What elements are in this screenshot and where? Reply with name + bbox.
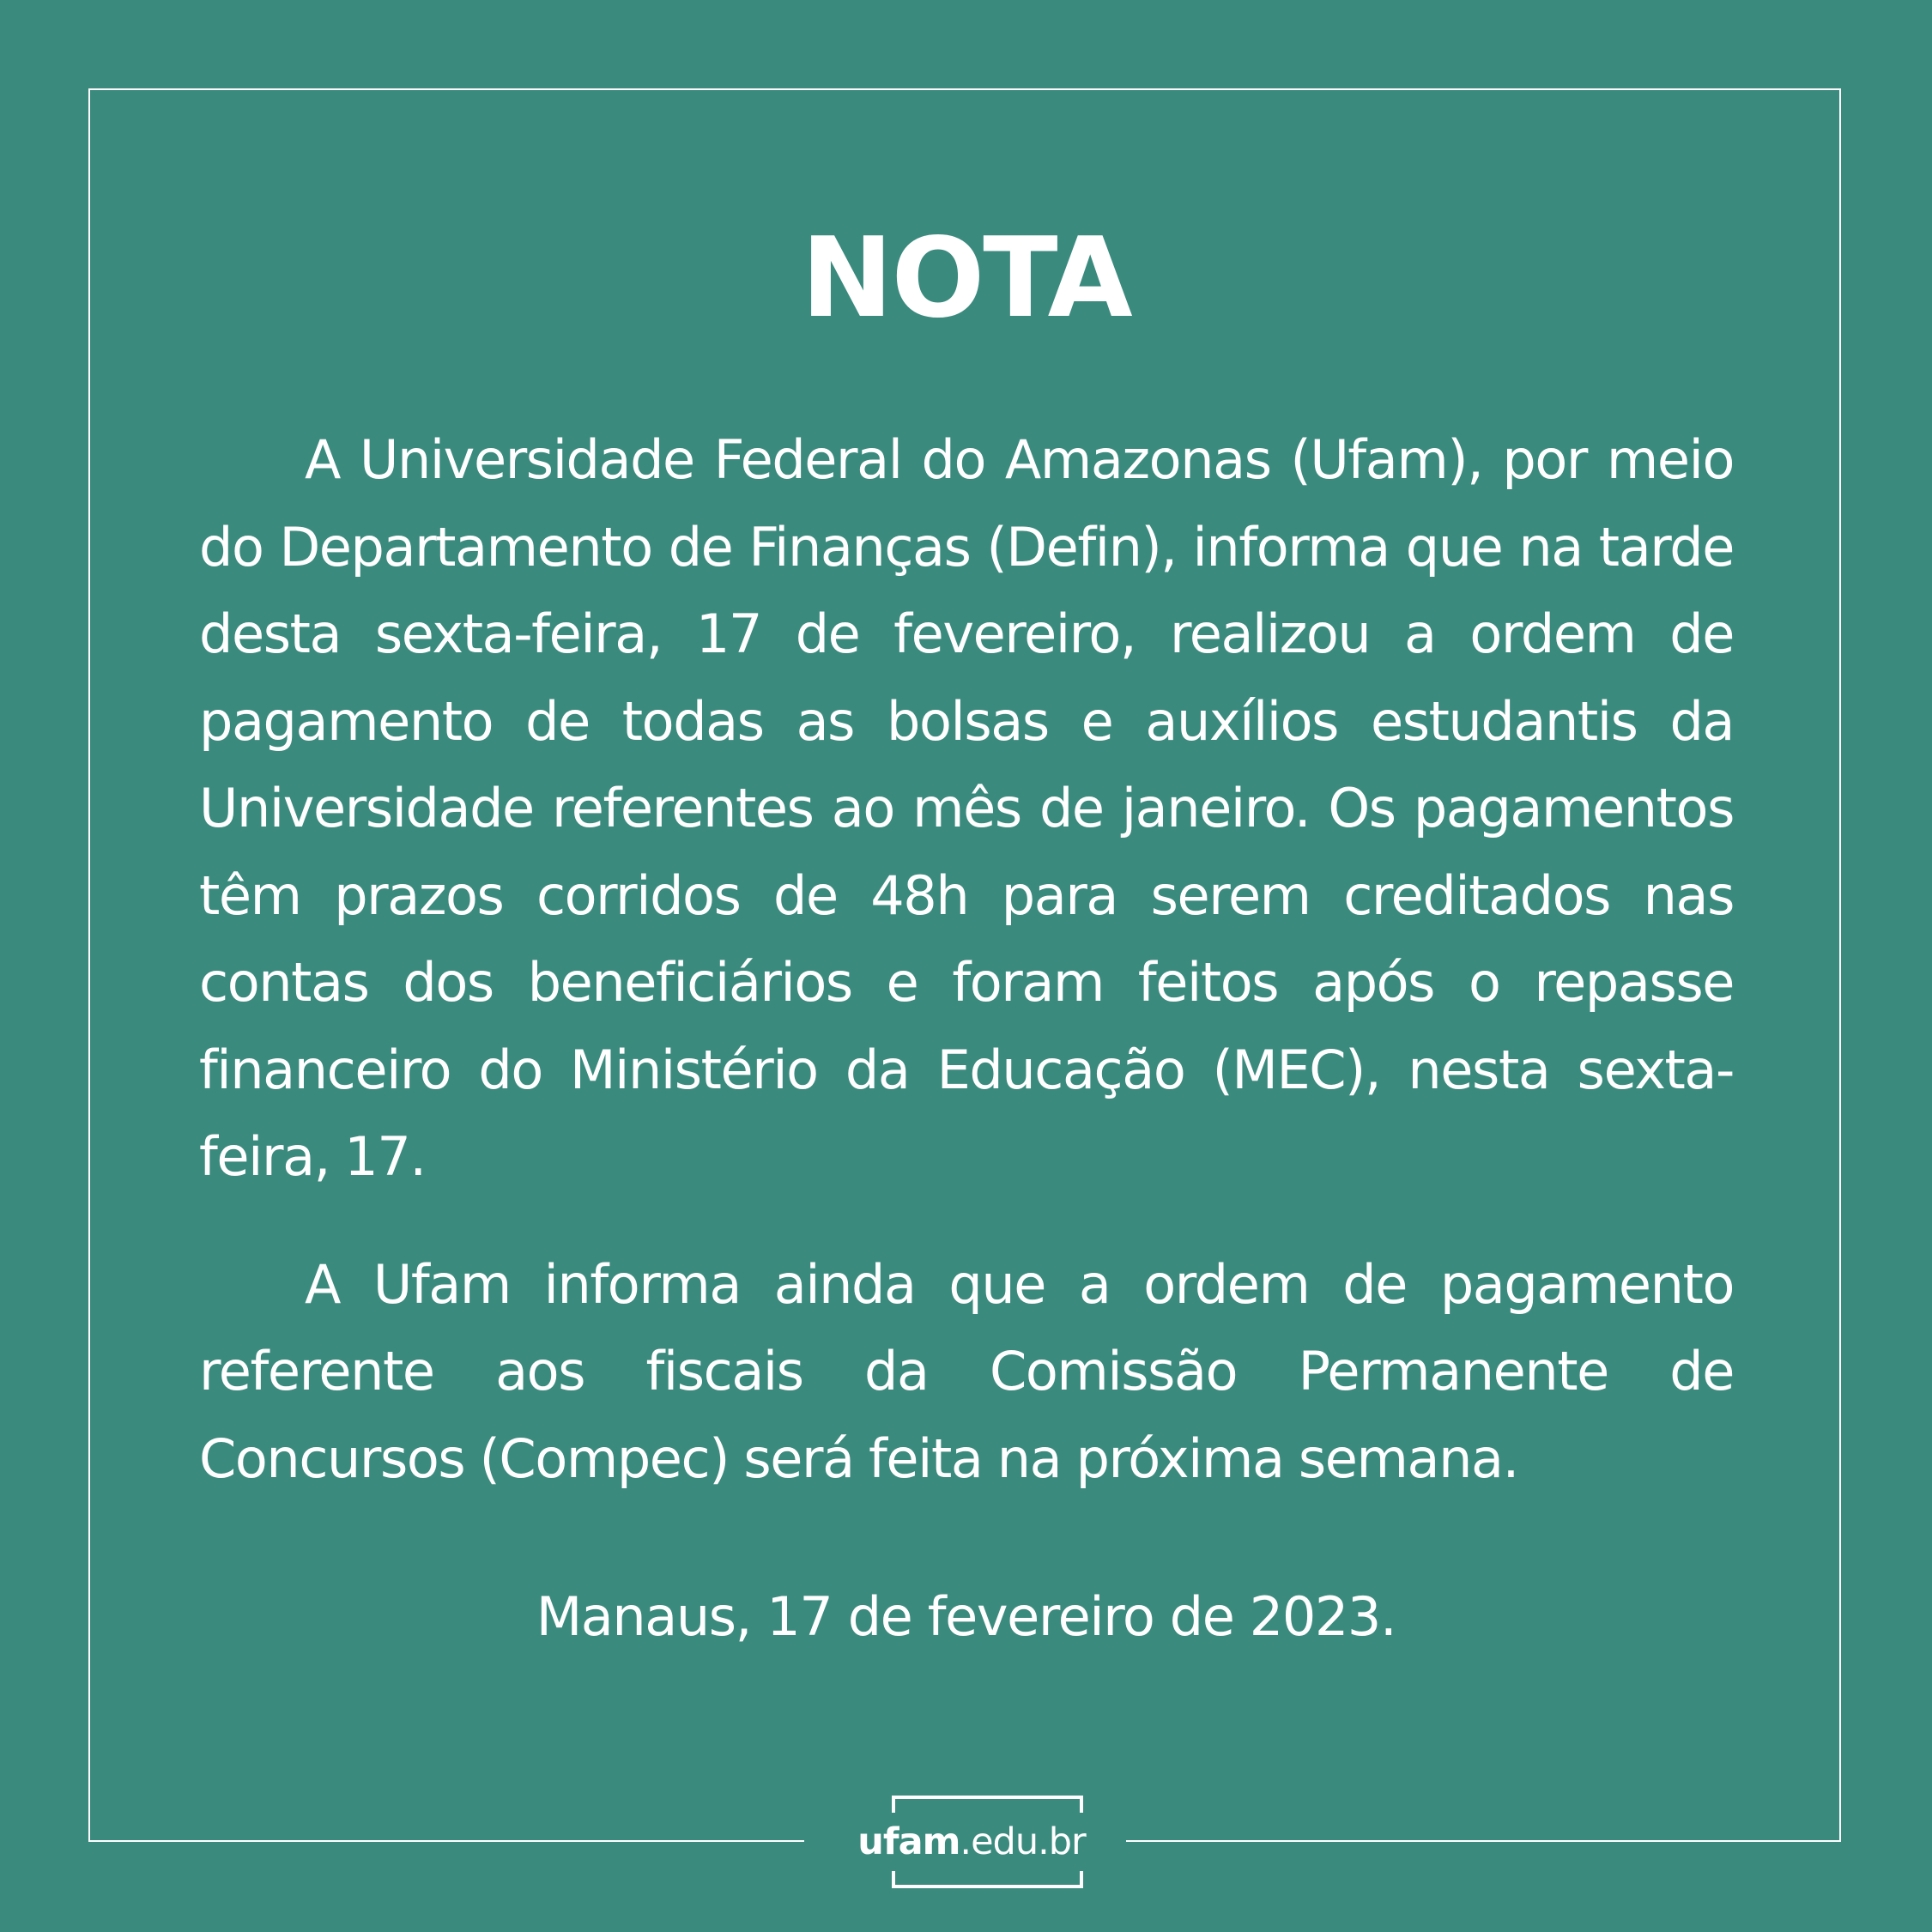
site-domain-suffix: .edu.br (960, 1820, 1086, 1863)
place-date: Manaus, 17 de fevereiro de 2023. (536, 1585, 1396, 1648)
site-link[interactable] (845, 1813, 1098, 1871)
paragraph-compec: A Ufam informa ainda que a ordem de pagamento referente aos fiscais da Comissão Permanente de Concursos (Compec) será feita na próxima semana. (199, 1252, 1734, 1490)
page-title: NOTA (801, 215, 1131, 342)
paragraph-payments: A Universidade Federal do Amazonas (Ufam), por meio do Departamento de Finanças (Defin), informa que na tarde desta sexta-feira, 17 de fevereiro, realizou a ordem de pagamento de todas as bolsas e auxílios estudantis da Universidade referentes ao mês de janeiro. Os pagamentos têm prazos corridos de 48h para serem creditados nas contas dos beneficiários e foram feitos após o repasse financeiro do Ministério da Educação (MEC), nesta sexta-feira, 17. (199, 428, 1734, 1188)
frame-bottom-left (88, 1840, 804, 1842)
site-domain-name: ufam (857, 1820, 960, 1863)
note-body (199, 416, 1734, 1502)
frame-bottom-right (1126, 1840, 1841, 1842)
